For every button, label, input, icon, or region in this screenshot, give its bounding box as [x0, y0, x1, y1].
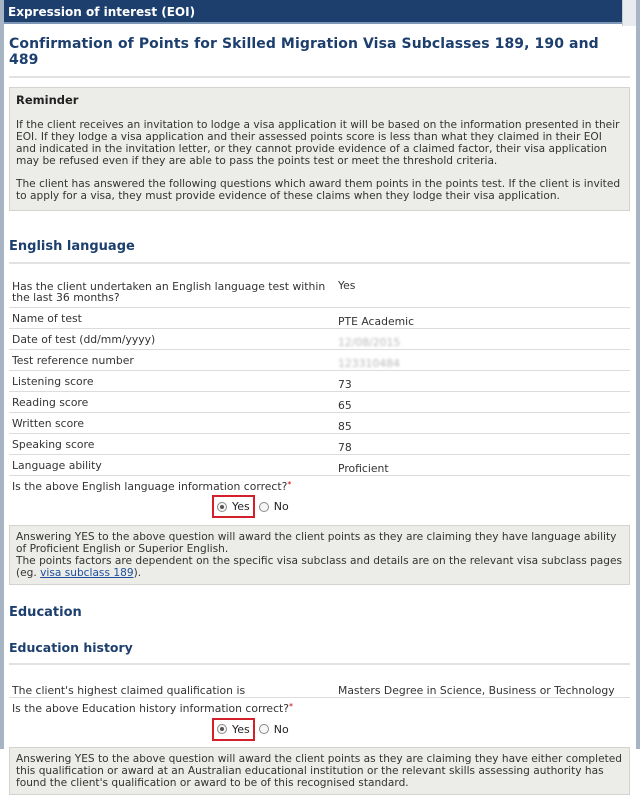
education-yes-label[interactable]: Yes [232, 722, 250, 736]
row-value: Masters Degree in Science, Business or Technology [336, 677, 630, 698]
redacted-value: 12/08/2015 [338, 335, 401, 349]
education-points-note [9, 747, 630, 795]
table-row [9, 677, 630, 698]
english-yes-option-highlight[interactable] [212, 495, 255, 518]
visa-subclass-189-link[interactable]: visa subclass 189 [40, 566, 134, 579]
reminder-paragraph-2: The client has answered the following questions which award them points in the points test. If the client is invited to apply for a visa, they must provide evidence of these claims when they lodge their visa application. [16, 178, 621, 202]
row-value: 78 [336, 433, 630, 454]
education-no-radio[interactable] [259, 724, 269, 734]
row-label: Reading score [9, 391, 336, 412]
table-row [9, 370, 630, 391]
english-yes-label[interactable]: Yes [232, 500, 250, 513]
row-label: Speaking score [9, 433, 336, 454]
row-label: Written score [9, 412, 336, 433]
english-language-table [9, 276, 630, 476]
english-note-line-1: Answering YES to the above question will award the client points as they are claiming they have language ability of Proficient English or Superior English. [16, 530, 617, 555]
row-label: The client's highest claimed qualification is [9, 677, 336, 698]
row-value: Yes [336, 276, 630, 307]
reminder-paragraph-1: If the client receives an invitation to lodge a visa application it will be based on the information presented in their EOI. If they lodge a visa application and their assessed points score is less than what they claimed in their EOI and indicated in the invitation letter, or they cannot provide evidence of a claimed factor, their visa application may be refused even if they are able to pass the points test or meet the threshold criteria. [16, 119, 620, 167]
english-language-heading: English language [9, 239, 630, 264]
scrollbar[interactable] [622, 0, 636, 26]
reminder-box [9, 87, 630, 211]
table-row [9, 349, 630, 370]
row-label: Listening score [9, 370, 336, 391]
reminder-title: Reminder [16, 93, 79, 107]
table-row [9, 328, 630, 349]
education-no-option[interactable] [259, 723, 289, 736]
row-value: PTE Academic [336, 307, 630, 328]
row-label: Has the client undertaken an English language test within the last 36 months? [9, 276, 336, 307]
table-row [9, 433, 630, 454]
english-yes-radio[interactable] [217, 502, 227, 512]
table-row [9, 454, 630, 475]
row-label: Date of test (dd/mm/yyyy) [9, 328, 336, 349]
education-history-heading: Education history [9, 640, 630, 665]
required-marker: * [288, 702, 293, 711]
row-value: 85 [336, 412, 630, 433]
window-title: Expression of interest (EOI) [4, 0, 636, 24]
main-content [4, 36, 636, 795]
english-no-option[interactable] [259, 500, 289, 513]
table-row [9, 412, 630, 433]
education-confirm-radio-group [212, 717, 630, 741]
english-note-close: ). [133, 566, 142, 579]
education-note-text: Answering YES to the above question will award the client points as they are claiming they have either completed this qualification or award at an Australian educational institution or the relevant skills assessing authority has found the client's qualification or award to be of this recognised standard. [16, 753, 622, 789]
education-history-table [9, 677, 630, 699]
row-label: Test reference number [9, 349, 336, 370]
table-row [9, 391, 630, 412]
redacted-value: 123310484 [338, 356, 400, 370]
english-points-note [9, 525, 630, 585]
required-marker: * [287, 479, 292, 489]
row-value: Proficient [336, 454, 630, 475]
page-title: Confirmation of Points for Skilled Migration Visa Subclasses 189, 190 and 489 [9, 36, 630, 78]
row-value: 73 [336, 370, 630, 391]
row-label: Language ability [9, 454, 336, 475]
english-confirm-question-text: Is the above English language information correct? [12, 479, 288, 493]
english-confirm-radio-group [212, 495, 630, 519]
english-confirm-question [9, 476, 630, 495]
row-label: Name of test [9, 307, 336, 328]
english-no-radio[interactable] [259, 502, 269, 512]
table-row [9, 307, 630, 328]
education-confirm-question [9, 698, 630, 717]
education-confirm-question-text: Is the above Education history information correct? [12, 702, 289, 715]
table-row [9, 276, 630, 307]
education-yes-option-highlight[interactable] [212, 718, 255, 741]
education-yes-radio[interactable] [217, 724, 227, 734]
english-note-line-2 [16, 555, 624, 579]
row-value: 65 [336, 391, 630, 412]
english-no-label[interactable]: No [273, 500, 289, 513]
education-heading: Education [9, 604, 82, 620]
english-note-text: The points factors are dependent on the specific visa subclass and details are on the relevant visa subclass pages (eg. [16, 554, 623, 579]
education-no-label[interactable]: No [273, 722, 289, 736]
